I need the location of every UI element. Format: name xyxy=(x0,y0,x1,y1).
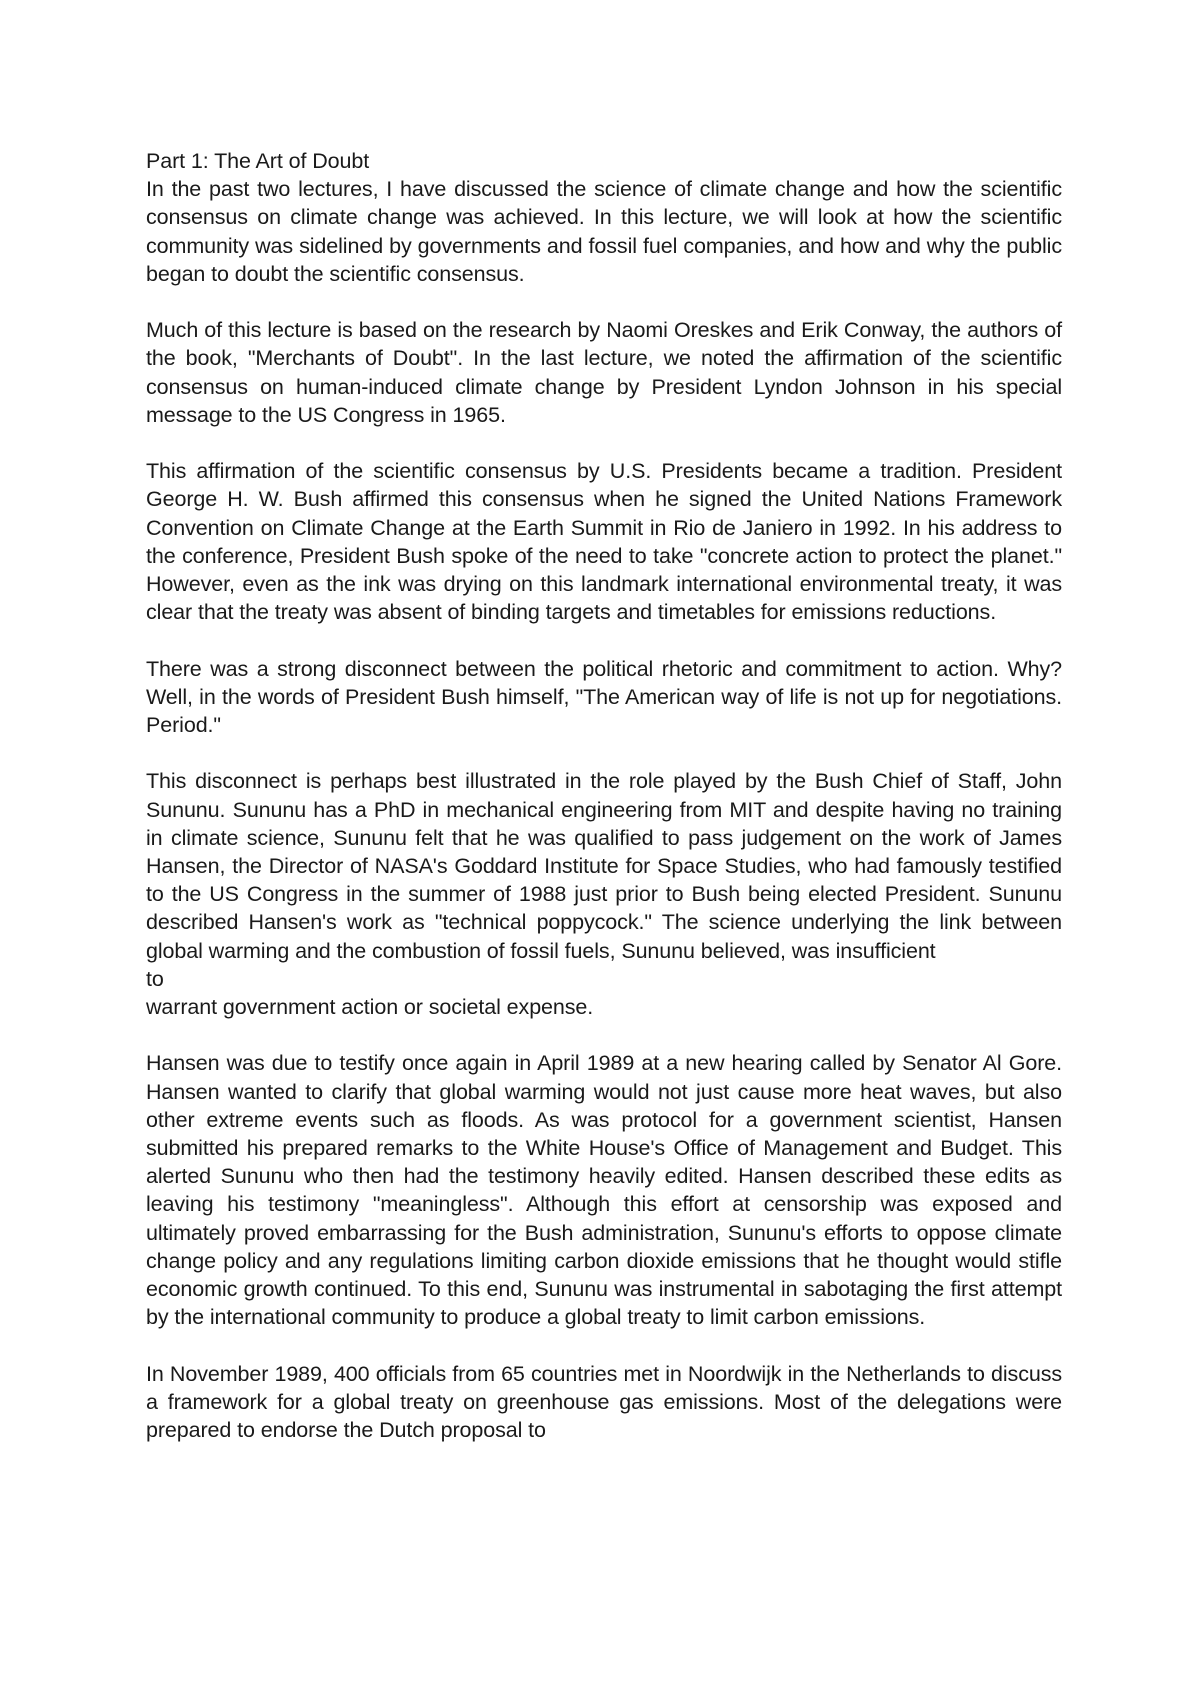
paragraph-6: Hansen was due to testify once again in April 1989 at a new hearing called by Senator Al Gore. Hansen wanted to clarify that global warming would not just cause more heat waves, but also other extreme events such as floods. As was protocol for a government scientist, Hansen submitted his prepared remarks to the White House's Office of Management and Budget. This alerted Sununu who then had the testimony heavily edited. Hansen described these edits as leaving his testimony "meaningless". Although this effort at censorship was exposed and ultimately proved embarrassing for the Bush administration, Sununu's efforts to oppose climate change policy and any regulations limiting carbon dioxide emissions that he thought would stifle economic growth continued. To this end, Sununu was instrumental in sabotaging the first attempt by the international community to produce a global treaty to limit carbon emissions. xyxy=(146,1051,1062,1330)
paragraph-5: This disconnect is perhaps best illustrated in the role played by the Bush Chief of Staff, John Sununu. Sununu has a PhD in mechanical engineering from MIT and despite having no training in climate science, Sununu felt that he was qualified to pass judgement on the work of James Hansen, the Director of NASA's Goddard Institute for Space Studies, who had famously testified to the US Congress in the summer of 1988 just prior to Bush being elected President. Sununu described Hansen's work as "technical poppycock." The science underlying the link between global warming and the combustion of fossil fuels, Sununu believed, was insufficient xyxy=(146,769,1062,963)
paragraph-5-continuation: warrant government action or societal expense. xyxy=(146,995,594,1020)
paragraph-2: Much of this lecture is based on the research by Naomi Oreskes and Erik Conway, the authors of the book, "Merchants of Doubt". In the last lecture, we noted the affirmation of the scientific consensus on human-induced climate change by President Lyndon Johnson in his special message to the US Congress in 1965. xyxy=(146,318,1062,427)
paragraph-4: There was a strong disconnect between the political rhetoric and commitment to action. Why? Well, in the words of President Bush himself, "The American way of life is not up for negotiations. Period." xyxy=(146,656,1062,738)
paragraph-5-wrapped-word: to xyxy=(146,966,164,991)
paragraph-1: In the past two lectures, I have discussed the science of climate change and how the scientific consensus on climate change was achieved. In this lecture, we will look at how the scientific community was sidelined by governments and fossil fuel companies, and how and why the public began to doubt the scientific consensus. xyxy=(146,177,1062,286)
document-title: Part 1: The Art of Doubt xyxy=(146,149,370,173)
paragraph-3: This affirmation of the scientific consensus by U.S. Presidents became a tradition. President George H. W. Bush affirmed this consensus when he signed the United Nations Framework Convention on Climate Change at the Earth Summit in Rio de Janiero in 1992. In his address to the conference, President Bush spoke of the need to take "concrete action to protect the planet." However, even as the ink was drying on this landmark international environmental treaty, it was clear that the treaty was absent of binding targets and timetables for emissions reductions. xyxy=(146,459,1062,625)
document-body xyxy=(146,147,1062,1444)
paragraph-7: In November 1989, 400 officials from 65 countries met in Noordwijk in the Netherlands to discuss a framework for a global treaty on greenhouse gas emissions. Most of the delegations were prepared to endorse the Dutch proposal to xyxy=(146,1361,1062,1443)
